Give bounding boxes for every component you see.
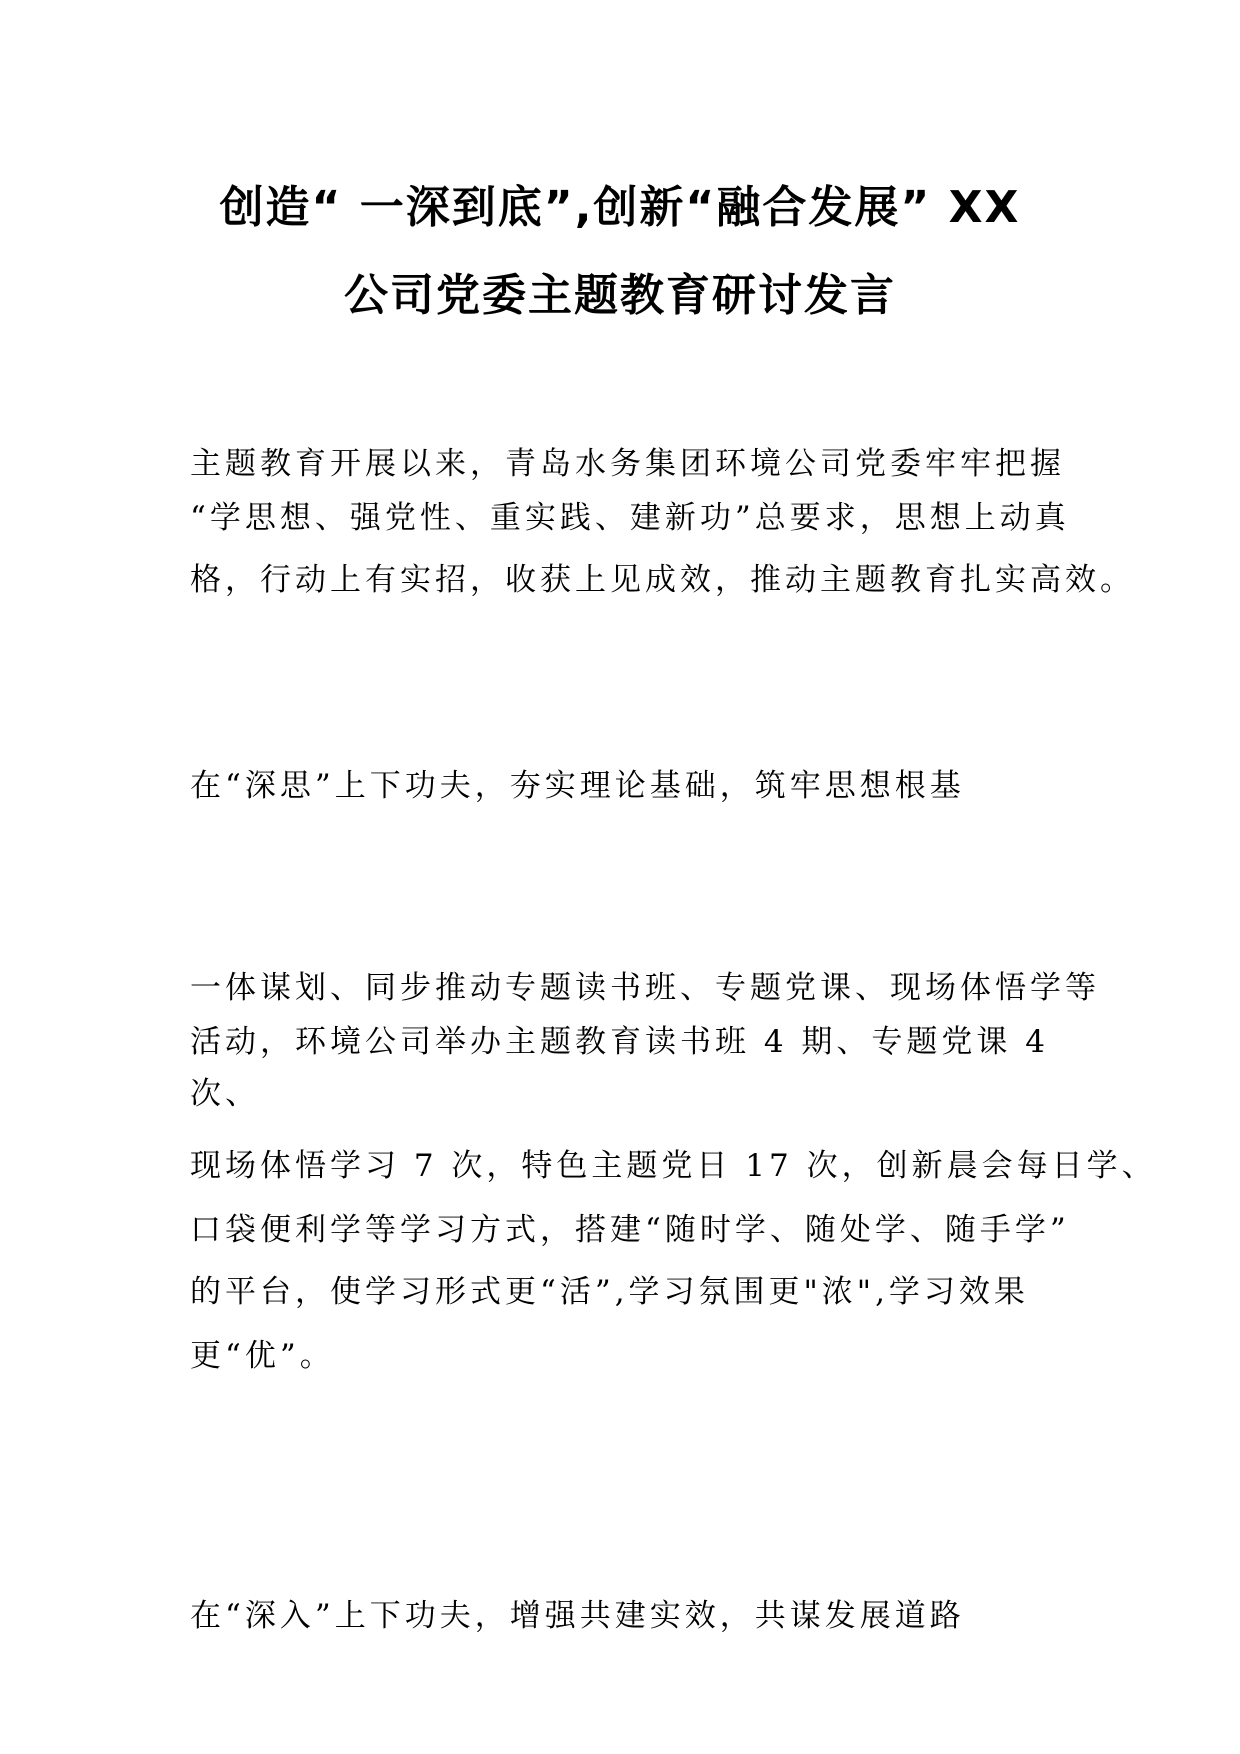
body-paragraph-line: 次、: [190, 1076, 260, 1112]
section-heading-2: 在“深入”上下功夫，增强共建实效，共谋发展道路: [190, 1598, 965, 1634]
body-paragraph-line: 一体谋划、同步推动专题读书班、专题党课、现场体悟学等: [190, 970, 1100, 1006]
section-heading-1: 在“深思”上下功夫，夯实理论基础，筑牢思想根基: [190, 768, 965, 804]
document-title-line-1: 创造“ 一深到底”,创新“融合发展” XX: [219, 182, 1021, 233]
document-title-line-2: 公司党委主题教育研讨发言: [344, 270, 896, 321]
intro-paragraph-line: “学思想、强党性、重实践、建新功”总要求，思想上动真: [190, 500, 1070, 536]
body-paragraph-line: 活动，环境公司举办主题教育读书班 4 期、专题党课 4: [190, 1024, 1050, 1060]
body-paragraph-line: 更“优”。: [190, 1338, 335, 1374]
body-paragraph-line: 的平台，使学习形式更“活”,学习氛围更"浓",学习效果: [190, 1274, 1029, 1310]
intro-paragraph-line: 格，行动上有实招，收获上见成效，推动主题教育扎实高效。: [190, 562, 1135, 598]
body-paragraph-line: 口袋便利学等学习方式，搭建“随时学、随处学、随手学”: [190, 1212, 1070, 1248]
body-paragraph-line: 现场体悟学习 7 次，特色主题党日 17 次，创新晨会每日学、: [190, 1148, 1157, 1184]
intro-paragraph-line: 主题教育开展以来，青岛水务集团环境公司党委牢牢把握: [190, 446, 1065, 482]
